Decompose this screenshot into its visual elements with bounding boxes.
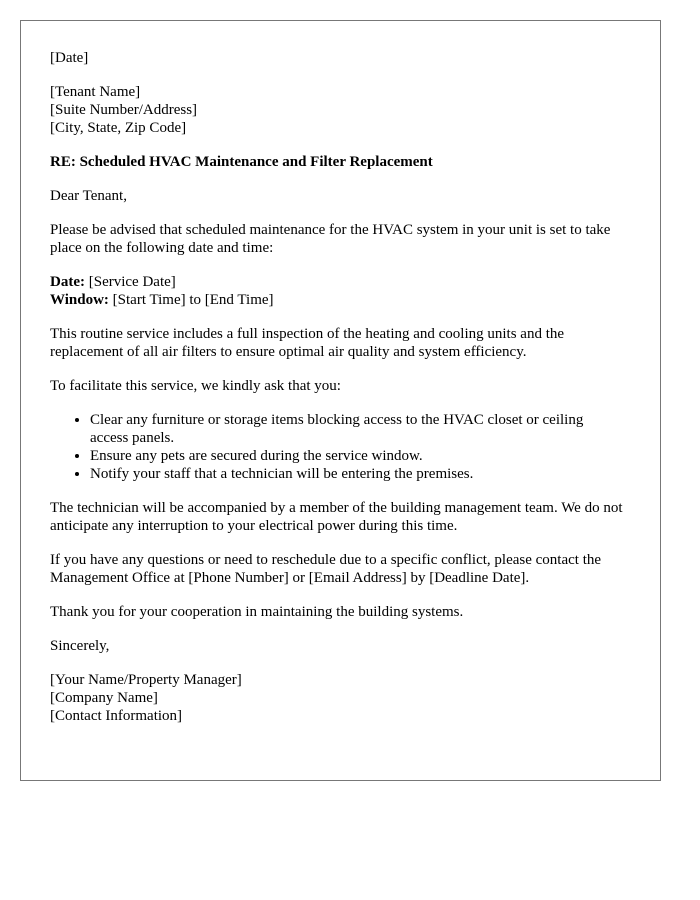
spacer [50, 483, 625, 499]
date-value: [Service Date] [84, 274, 176, 290]
list-item: • Clear any furniture or storage items blocking access to the HVAC closet or ceiling access panels. [90, 411, 625, 447]
spacer [50, 535, 625, 551]
list-item: • Ensure any pets are secured during the service window. [90, 447, 625, 465]
window-label: Window: [50, 292, 109, 308]
salutation: Dear Tenant, [50, 188, 127, 204]
contact-paragraph: If you have any questions or need to reschedule due to a specific conflict, please contact the Management Office at [Phone Number] or [Email Address] by [Deadline Date]. [50, 552, 602, 586]
closing: Sincerely, [50, 638, 110, 654]
subject-line: RE: Scheduled HVAC Maintenance and Filter Replacement [50, 154, 433, 170]
list-item: • Notify your staff that a technician will be entering the premises. [90, 465, 625, 483]
letter-date: [Date] [50, 50, 89, 66]
intro-paragraph: Please be advised that scheduled maintenance for the HVAC system in your unit is set to take place on the following date and time: [50, 222, 611, 256]
schedule-window-row [50, 291, 625, 309]
spacer [50, 361, 625, 377]
schedule-date-row [50, 273, 625, 291]
accompaniment-paragraph: The technician will be accompanied by a member of the building management team. We do not anticipate any interruption to your electrical power during this time. [50, 500, 623, 534]
thanks-paragraph: Thank you for your cooperation in maintaining the building systems. [50, 604, 464, 620]
recipient-block [50, 83, 625, 137]
signature-name: [Your Name/Property Manager] [50, 672, 242, 688]
date-label: Date: [50, 274, 85, 290]
spacer [50, 621, 625, 637]
spacer [50, 137, 625, 153]
letter-page [20, 20, 661, 781]
spacer [50, 655, 625, 671]
recipient-name: [Tenant Name] [50, 84, 141, 100]
request-list [50, 411, 625, 483]
signature-company: [Company Name] [50, 690, 158, 706]
recipient-city: [City, State, Zip Code] [50, 120, 187, 136]
signature-block [50, 671, 625, 725]
spacer [50, 587, 625, 603]
spacer [50, 309, 625, 325]
letter-body [50, 49, 625, 725]
window-value: [Start Time] to [End Time] [108, 292, 274, 308]
schedule-block [50, 273, 625, 309]
recipient-address: [Suite Number/Address] [50, 102, 198, 118]
spacer [50, 395, 625, 411]
spacer [50, 171, 625, 187]
service-description: This routine service includes a full inspection of the heating and cooling units and the replacement of all air filters to ensure optimal air quality and system efficiency. [50, 326, 565, 360]
spacer [50, 67, 625, 83]
request-intro: To facilitate this service, we kindly ask that you: [50, 378, 341, 394]
signature-contact: [Contact Information] [50, 708, 183, 724]
spacer [50, 257, 625, 273]
spacer [50, 205, 625, 221]
